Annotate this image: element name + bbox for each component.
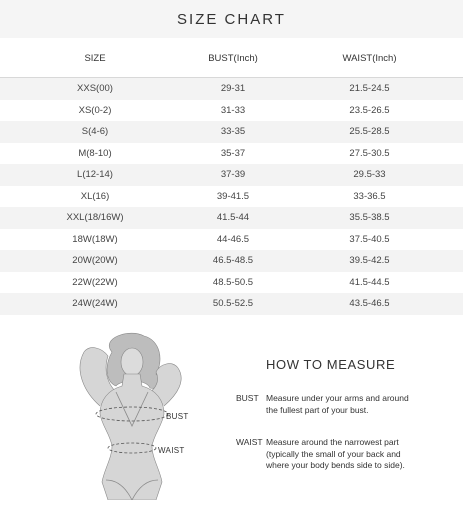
waist-description-line: Measure around the narrowest part — [266, 437, 399, 447]
cell-bust: 31-33 — [190, 100, 276, 122]
cell-size: 18W(18W) — [0, 229, 190, 251]
cell-waist: 41.5-44.5 — [276, 272, 463, 294]
page-title: SIZE CHART — [177, 10, 286, 28]
size-table — [0, 40, 463, 315]
table-row — [0, 293, 463, 315]
table-header-row — [0, 40, 463, 78]
cell-waist: 21.5-24.5 — [276, 78, 463, 100]
body-figure — [60, 330, 230, 500]
cell-bust: 37-39 — [190, 164, 276, 186]
cell-waist: 43.5-46.5 — [276, 293, 463, 315]
cell-waist: 23.5-26.5 — [276, 100, 463, 122]
torso-shape — [100, 374, 164, 500]
cell-size: XL(16) — [0, 186, 190, 208]
bust-description-line: Measure under your arms and around — [266, 393, 409, 403]
table-row — [0, 272, 463, 294]
bust-key: BUST — [236, 393, 259, 403]
cell-bust: 41.5-44 — [190, 207, 276, 229]
cell-waist: 37.5-40.5 — [276, 229, 463, 251]
table-row — [0, 186, 463, 208]
column-header-size: SIZE — [84, 53, 106, 64]
cell-waist: 39.5-42.5 — [276, 250, 463, 272]
cell-bust: 35-37 — [190, 143, 276, 165]
cell-bust: 33-35 — [190, 121, 276, 143]
waist-description-line: (typically the small of your back and — [266, 448, 401, 459]
cell-waist: 33-36.5 — [276, 186, 463, 208]
cell-bust: 48.5-50.5 — [190, 272, 276, 294]
cell-bust: 29-31 — [190, 78, 276, 100]
cell-size: XXL(18/16W) — [0, 207, 190, 229]
cell-bust: 50.5-52.5 — [190, 293, 276, 315]
cell-waist: 35.5-38.5 — [276, 207, 463, 229]
cell-bust: 39-41.5 — [190, 186, 276, 208]
cell-size: XS(0-2) — [0, 100, 190, 122]
table-row — [0, 143, 463, 165]
cell-bust: 46.5-48.5 — [190, 250, 276, 272]
cell-size: 24W(24W) — [0, 293, 190, 315]
column-header-waist: WAIST(Inch) — [342, 53, 397, 64]
cell-bust: 44-46.5 — [190, 229, 276, 251]
cell-size: S(4-6) — [0, 121, 190, 143]
bust-figure-label: BUST — [166, 412, 189, 421]
table-row — [0, 207, 463, 229]
waist-description-line: where your body bends side to side). — [266, 460, 405, 470]
body-silhouette-illustration — [60, 330, 230, 500]
table-row — [0, 229, 463, 251]
table-row — [0, 121, 463, 143]
cell-size: XXS(00) — [0, 78, 190, 100]
waist-key: WAIST — [236, 437, 263, 447]
cell-waist: 27.5-30.5 — [276, 143, 463, 165]
table-row — [0, 100, 463, 122]
cell-size: M(8-10) — [0, 143, 190, 165]
bust-description — [266, 393, 409, 416]
cell-waist: 29.5-33 — [276, 164, 463, 186]
cell-size: 20W(20W) — [0, 250, 190, 272]
waist-figure-label: WAIST — [158, 446, 185, 455]
cell-size: L(12-14) — [0, 164, 190, 186]
table-row — [0, 78, 463, 100]
how-to-measure-title: HOW TO MEASURE — [266, 357, 396, 372]
cell-size: 22W(22W) — [0, 272, 190, 294]
table-row — [0, 164, 463, 186]
title-bar — [0, 0, 463, 38]
bust-description-line: the fullest part of your bust. — [266, 404, 369, 415]
column-header-bust: BUST(Inch) — [208, 53, 258, 64]
cell-waist: 25.5-28.5 — [276, 121, 463, 143]
waist-description — [266, 437, 405, 472]
table-row — [0, 250, 463, 272]
face-shape — [121, 348, 143, 376]
